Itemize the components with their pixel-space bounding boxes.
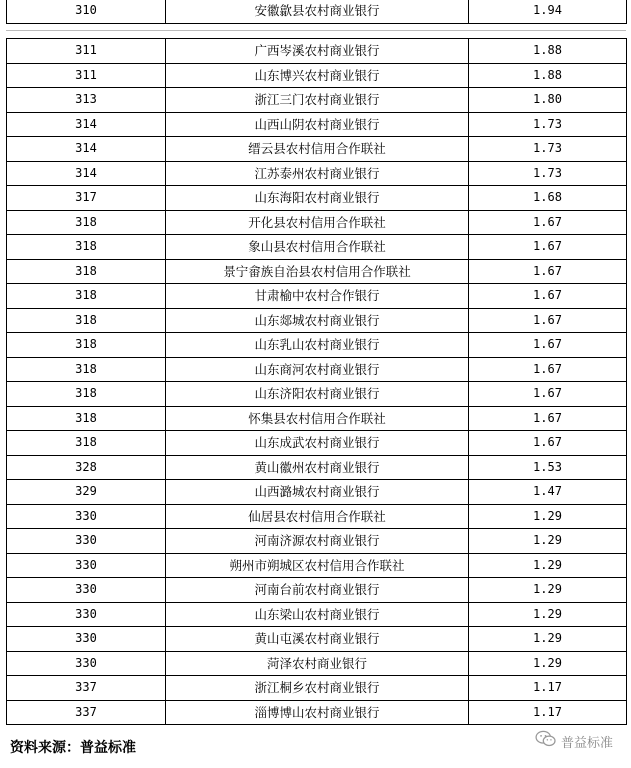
table-row [7,602,627,627]
value-cell: 1.29 [469,529,627,554]
rank-cell: 318 [7,235,166,260]
rank-cell: 317 [7,186,166,211]
rank-cell: 318 [7,259,166,284]
bank-name-cell: 山东博兴农村商业银行 [166,63,469,88]
rank-cell: 330 [7,578,166,603]
table-row [7,480,627,505]
table-row [7,137,627,162]
bank-name-cell: 缙云县农村信用合作联社 [166,137,469,162]
value-cell: 1.67 [469,308,627,333]
bank-name-cell: 山东成武农村商业银行 [166,431,469,456]
value-cell: 1.53 [469,455,627,480]
bank-name-cell: 山东郯城农村商业银行 [166,308,469,333]
table-row [7,186,627,211]
value-cell: 1.29 [469,627,627,652]
value-cell: 1.80 [469,88,627,113]
table-row [7,235,627,260]
table-row [7,308,627,333]
value-cell: 1.67 [469,406,627,431]
ranking-table [6,38,627,725]
bank-name-cell: 江苏泰州农村商业银行 [166,161,469,186]
table-row [7,651,627,676]
rank-cell: 311 [7,39,166,64]
value-cell: 1.73 [469,112,627,137]
rank-cell: 330 [7,602,166,627]
rank-cell: 310 [7,0,166,23]
wechat-icon [535,730,557,752]
table-row [7,627,627,652]
bank-name-cell: 朔州市朔城区农村信用合作联社 [166,553,469,578]
page-break-rule [6,30,626,31]
table-row [7,700,627,725]
table-top-fragment [6,0,627,24]
table-row [7,161,627,186]
table-row [7,578,627,603]
value-cell: 1.68 [469,186,627,211]
bank-name-cell: 山西山阴农村商业银行 [166,112,469,137]
table-row [7,455,627,480]
table-row [7,112,627,137]
rank-cell: 318 [7,382,166,407]
value-cell: 1.73 [469,161,627,186]
rank-cell: 329 [7,480,166,505]
bank-name-cell: 景宁畲族自治县农村信用合作联社 [166,259,469,284]
bank-name-cell: 仙居县农村信用合作联社 [166,504,469,529]
rank-cell: 311 [7,63,166,88]
bank-name-cell: 开化县农村信用合作联社 [166,210,469,235]
value-cell: 1.67 [469,382,627,407]
bank-name-cell: 象山县农村信用合作联社 [166,235,469,260]
value-cell: 1.47 [469,480,627,505]
bank-name-cell: 河南济源农村商业银行 [166,529,469,554]
bank-name-cell: 黄山徽州农村商业银行 [166,455,469,480]
value-cell: 1.67 [469,333,627,358]
value-cell: 1.73 [469,137,627,162]
table-row [7,676,627,701]
watermark [535,730,613,752]
bank-name-cell: 菏泽农村商业银行 [166,651,469,676]
rank-cell: 330 [7,651,166,676]
value-cell: 1.88 [469,39,627,64]
rank-cell: 337 [7,700,166,725]
bank-name-cell: 甘肃榆中农村合作银行 [166,284,469,309]
value-cell: 1.17 [469,700,627,725]
bank-name-cell: 广西岑溪农村商业银行 [166,39,469,64]
bank-name-cell: 山西潞城农村商业银行 [166,480,469,505]
bank-name-cell: 浙江三门农村商业银行 [166,88,469,113]
rank-cell: 318 [7,308,166,333]
bank-name-cell: 怀集县农村信用合作联社 [166,406,469,431]
table-row [7,382,627,407]
rank-cell: 318 [7,210,166,235]
table-row [7,406,627,431]
table-row [7,39,627,64]
table-row [7,88,627,113]
source-note: 资料来源：普益标准 [10,740,136,756]
rank-cell: 330 [7,504,166,529]
bank-name-cell: 浙江桐乡农村商业银行 [166,676,469,701]
value-cell: 1.88 [469,63,627,88]
table-row [7,431,627,456]
table-row [7,553,627,578]
rank-cell: 318 [7,357,166,382]
table-row [7,284,627,309]
rank-cell: 330 [7,627,166,652]
bank-name-cell: 山东乳山农村商业银行 [166,333,469,358]
rank-cell: 337 [7,676,166,701]
rank-cell: 313 [7,88,166,113]
rank-cell: 314 [7,137,166,162]
table-row [7,63,627,88]
value-cell: 1.67 [469,284,627,309]
table-row [7,504,627,529]
rank-cell: 318 [7,333,166,358]
value-cell: 1.67 [469,210,627,235]
value-cell: 1.29 [469,578,627,603]
table-row [7,0,627,23]
value-cell: 1.94 [469,0,627,23]
value-cell: 1.67 [469,431,627,456]
rank-cell: 314 [7,161,166,186]
value-cell: 1.17 [469,676,627,701]
value-cell: 1.29 [469,504,627,529]
watermark-text: 普益标准 [560,735,613,751]
bank-name-cell: 山东济阳农村商业银行 [166,382,469,407]
rank-cell: 318 [7,431,166,456]
rank-cell: 330 [7,553,166,578]
bank-name-cell: 河南台前农村商业银行 [166,578,469,603]
value-cell: 1.67 [469,235,627,260]
bank-name-cell: 淄博博山农村商业银行 [166,700,469,725]
table-row [7,333,627,358]
value-cell: 1.67 [469,259,627,284]
table-row [7,529,627,554]
bank-name-cell: 山东海阳农村商业银行 [166,186,469,211]
value-cell: 1.67 [469,357,627,382]
rank-cell: 314 [7,112,166,137]
bank-name-cell: 山东商河农村商业银行 [166,357,469,382]
value-cell: 1.29 [469,602,627,627]
rank-cell: 330 [7,529,166,554]
table-row [7,210,627,235]
rank-cell: 318 [7,406,166,431]
table-row [7,259,627,284]
rank-cell: 318 [7,284,166,309]
value-cell: 1.29 [469,553,627,578]
bank-name-cell: 安徽歙县农村商业银行 [166,0,469,23]
rank-cell: 328 [7,455,166,480]
bank-name-cell: 山东梁山农村商业银行 [166,602,469,627]
value-cell: 1.29 [469,651,627,676]
table-row [7,357,627,382]
bank-name-cell: 黄山屯溪农村商业银行 [166,627,469,652]
